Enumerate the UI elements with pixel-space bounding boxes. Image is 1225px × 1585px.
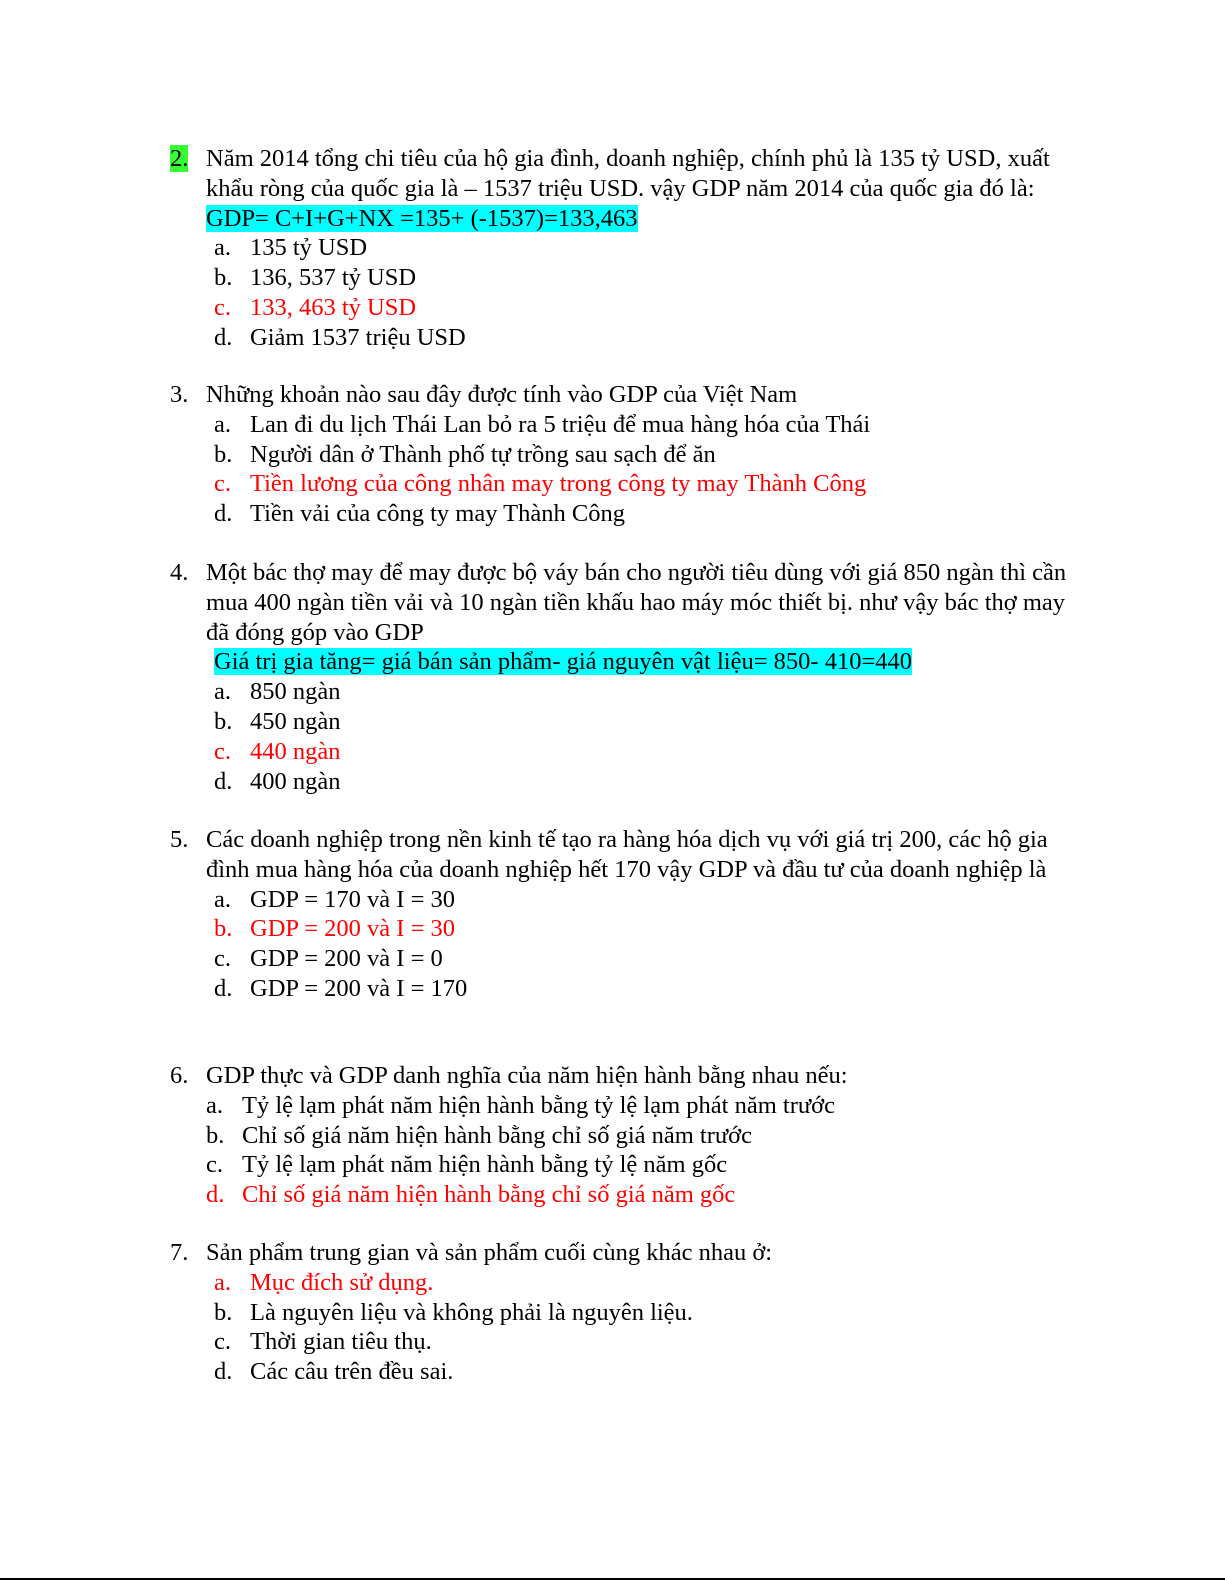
- option-list: [214, 233, 1080, 352]
- option-a: a. 850 ngàn: [214, 678, 341, 706]
- option-a: a. Lan đi du lịch Thái Lan bỏ ra 5 triệu để mua hàng hóa của Thái: [214, 410, 871, 438]
- option-d: d. Các câu trên đều sai.: [214, 1358, 454, 1386]
- question-2: [170, 144, 1080, 353]
- option-list: [206, 1091, 1080, 1210]
- option-a: a. GDP = 170 và I = 30: [214, 885, 456, 913]
- answer-note: Giá trị gia tăng= giá bán sản phẩm- giá nguyên vật liệu= 850- 410=440: [214, 648, 913, 676]
- option-c: c. GDP = 200 và I = 0: [214, 945, 443, 973]
- question-text: Những khoản nào sau đây được tính vào GDP của Việt Nam: [206, 381, 798, 408]
- page-bottom-border: [0, 1578, 1225, 1580]
- option-d-correct: d. Chỉ số giá năm hiện hành bằng chỉ số giá năm gốc: [206, 1181, 736, 1209]
- option-b: b. 136, 537 tỷ USD: [214, 264, 417, 292]
- question-4: [170, 558, 1080, 796]
- question-text: Một bác thợ may để may được bộ váy bán cho người tiêu dùng với giá 850 ngàn thì cần mua 400 ngàn tiền vải và 10 ngàn tiền khấu hao máy móc thiết bị. như vậy bác thợ may đã đóng góp vào GDP: [206, 559, 1067, 646]
- option-a: a. 135 tỷ USD: [214, 234, 368, 262]
- option-list: [214, 885, 1080, 1004]
- option-d: d. GDP = 200 và I = 170: [214, 974, 468, 1002]
- option-d: d. Tiền vải của công ty may Thành Công: [214, 500, 625, 528]
- option-b: b. Chỉ số giá năm hiện hành bằng chỉ số giá năm trước: [206, 1121, 753, 1149]
- option-c: c. Thời gian tiêu thụ.: [214, 1328, 432, 1356]
- question-number: 6.: [170, 1062, 189, 1089]
- option-list: [214, 410, 1080, 529]
- question-number: 3.: [170, 381, 189, 408]
- option-c-correct: c. Tiền lương của công nhân may trong công ty may Thành Công: [214, 470, 867, 498]
- option-b-correct: b. GDP = 200 và I = 30: [214, 915, 456, 943]
- option-c: c. Tỷ lệ lạm phát năm hiện hành bằng tỷ lệ năm gốc: [206, 1151, 728, 1179]
- option-a-correct: a. Mục đích sử dụng.: [214, 1268, 434, 1296]
- question-5: [170, 825, 1080, 1004]
- option-a: a. Tỷ lệ lạm phát năm hiện hành bằng tỷ lệ lạm phát năm trước: [206, 1091, 835, 1119]
- question-number: 2.: [170, 145, 189, 172]
- question-number: 7.: [170, 1239, 189, 1266]
- option-b: b. Người dân ở Thành phố tự trồng sau sạch để ăn: [214, 440, 716, 468]
- question-3: [170, 380, 1080, 529]
- option-b: b. 450 ngàn: [214, 707, 341, 735]
- question-text: Các doanh nghiệp trong nền kinh tế tạo ra hàng hóa dịch vụ với giá trị 200, các hộ gia đình mua hàng hóa của doanh nghiệp hết 170 vậy GDP và đầu tư của doanh nghiệp là: [206, 826, 1048, 883]
- question-6: [170, 1061, 1080, 1210]
- question-text: Năm 2014 tổng chi tiêu của hộ gia đình, doanh nghiệp, chính phủ là 135 tỷ USD, xuất khẩu ròng của quốc gia là – 1537 triệu USD. vậy GDP năm 2014 của quốc gia đó là: GDP= C+I+G+NX =135+ (-1537)=133,463: [206, 145, 1050, 232]
- option-list: [214, 1268, 1080, 1387]
- question-text: GDP thực và GDP danh nghĩa của năm hiện hành bằng nhau nếu:: [206, 1062, 848, 1089]
- option-c-correct: c. 133, 463 tỷ USD: [214, 293, 417, 321]
- question-number: 4.: [170, 559, 189, 586]
- formula-highlight: GDP= C+I+G+NX =135+ (-1537)=133,463: [206, 204, 638, 232]
- option-d: d. 400 ngàn: [214, 767, 341, 795]
- question-text: Sản phẩm trung gian và sản phẩm cuối cùng khác nhau ở:: [206, 1239, 773, 1266]
- option-c-correct: c. 440 ngàn: [214, 737, 341, 765]
- question-7: [170, 1238, 1080, 1387]
- option-d: d. Giảm 1537 triệu USD: [214, 323, 466, 351]
- question-number: 5.: [170, 826, 189, 853]
- option-b: b. Là nguyên liệu và không phải là nguyên liệu.: [214, 1298, 693, 1326]
- option-list: [214, 677, 1080, 796]
